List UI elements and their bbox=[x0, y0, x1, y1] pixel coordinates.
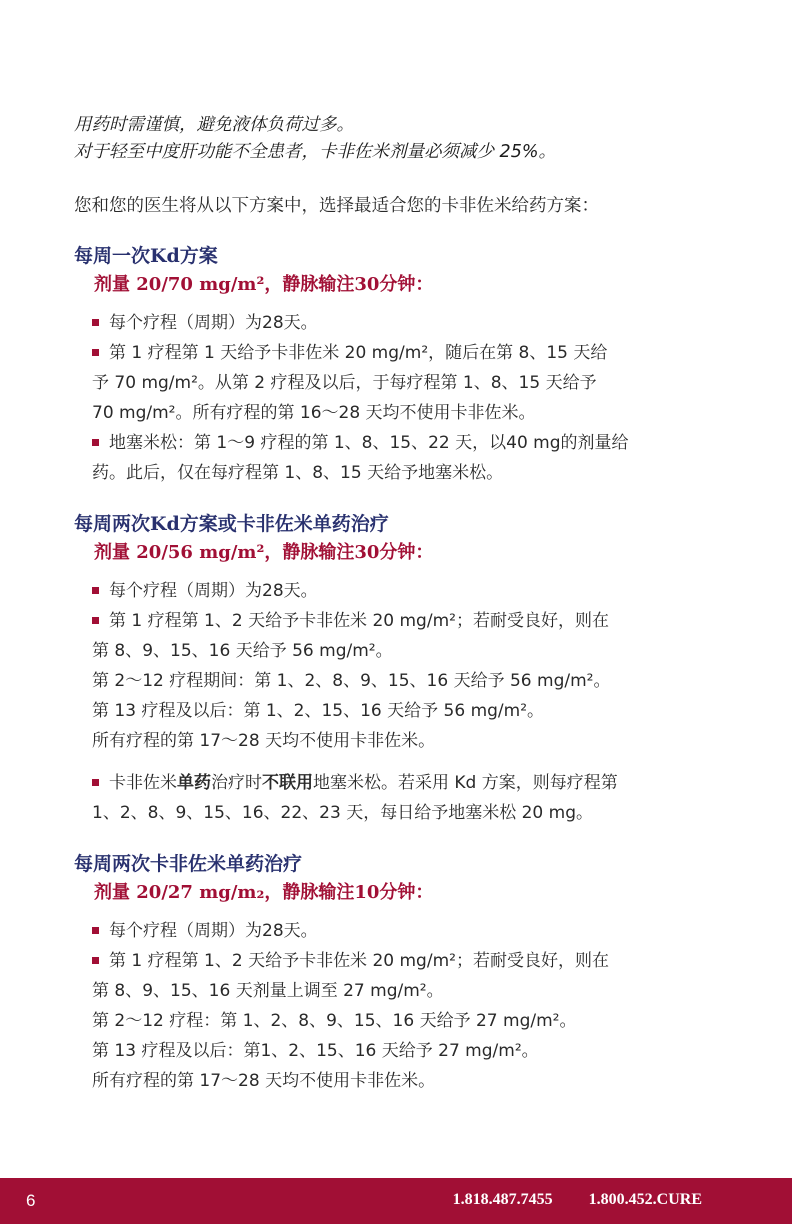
list-item-text: 地塞米松：第 1～9 疗程的第 1、8、15、22 天，以40 mg的剂量给 bbox=[109, 433, 629, 453]
bullet-icon bbox=[92, 587, 99, 594]
footer-bar bbox=[0, 1178, 792, 1224]
schedule-line: 第 2～12 疗程：第 1、2、8、9、15、16 天给予 27 mg/m²。 bbox=[92, 1011, 577, 1031]
warning-line-2: 对于轻至中度肝功能不全患者，卡非佐米剂量必须减少 25%。 bbox=[74, 142, 556, 162]
schedule-line: 第 13 疗程及以后：第1、2、15、16 天给予 27 mg/m²。 bbox=[92, 1041, 539, 1061]
bullet-list bbox=[74, 576, 724, 828]
emphasis-text: 单药 bbox=[177, 773, 211, 793]
section-title: 每周两次Kd方案或卡非佐米单药治疗 bbox=[74, 513, 389, 535]
list-item-text: 卡非佐米 bbox=[109, 773, 177, 793]
list-item-continuation: 第 8、9、15、16 天给予 56 mg/m²。 bbox=[92, 641, 393, 661]
list-item-text: 每个疗程（周期）为28天。 bbox=[109, 313, 318, 333]
list-item bbox=[74, 606, 724, 636]
bullet-icon bbox=[92, 349, 99, 356]
phone-number-1[interactable]: 1.818.487.7455 bbox=[452, 1191, 553, 1208]
list-item bbox=[74, 946, 724, 976]
section-weekly-kd bbox=[74, 242, 724, 488]
section-title: 每周两次卡非佐米单药治疗 bbox=[74, 853, 303, 875]
list-item-text: 第 1 疗程第 1、2 天给予卡非佐米 20 mg/m²；若耐受良好，则在 bbox=[109, 951, 609, 971]
list-item-continuation: 70 mg/m²。所有疗程的第 16～28 天均不使用卡非佐米。 bbox=[92, 403, 536, 423]
schedule-line: 第 13 疗程及以后：第 1、2、15、16 天给予 56 mg/m²。 bbox=[92, 701, 545, 721]
section-twice-weekly-kd bbox=[74, 510, 724, 828]
dose-heading: 剂量 20/27 mg/m₂，静脉输注10分钟： bbox=[94, 882, 434, 903]
list-item-continuation: 第 8、9、15、16 天剂量上调至 27 mg/m²。 bbox=[92, 981, 444, 1001]
schedule-line: 第 2～12 疗程期间：第 1、2、8、9、15、16 天给予 56 mg/m²。 bbox=[92, 671, 611, 691]
bullet-icon bbox=[92, 957, 99, 964]
list-item-continuation: 药。此后，仅在每疗程第 1、8、15 天给予地塞米松。 bbox=[92, 463, 504, 483]
dose-heading: 剂量 20/70 mg/m²，静脉输注30分钟： bbox=[94, 274, 434, 295]
section-twice-weekly-monotherapy bbox=[74, 850, 724, 1096]
list-item bbox=[74, 916, 724, 946]
bullet-icon bbox=[92, 439, 99, 446]
phone-number-2[interactable]: 1.800.452.CURE bbox=[588, 1191, 702, 1208]
bullet-icon bbox=[92, 617, 99, 624]
bullet-list bbox=[74, 308, 724, 488]
page-number: 6 bbox=[26, 1191, 36, 1210]
intro-text: 您和您的医生将从以下方案中，选择最适合您的卡非佐米给药方案： bbox=[74, 196, 599, 216]
bullet-icon bbox=[92, 779, 99, 786]
list-item-continuation: 1、2、8、9、15、16、22、23 天，每日给予地塞米松 20 mg。 bbox=[92, 803, 593, 823]
list-item-text: 地塞米松。若采用 Kd 方案，则每疗程第 bbox=[313, 773, 618, 793]
section-title: 每周一次Kd方案 bbox=[74, 245, 218, 267]
page-content bbox=[74, 112, 724, 1096]
footer-phones bbox=[421, 1191, 702, 1209]
bullet-icon bbox=[92, 319, 99, 326]
list-item-text: 第 1 疗程第 1、2 天给予卡非佐米 20 mg/m²；若耐受良好，则在 bbox=[109, 611, 609, 631]
schedule-line: 所有疗程的第 17～28 天均不使用卡非佐米。 bbox=[92, 1071, 436, 1091]
list-item-text: 第 1 疗程第 1 天给予卡非佐米 20 mg/m²，随后在第 8、15 天给 bbox=[109, 343, 608, 363]
bullet-icon bbox=[92, 927, 99, 934]
emphasis-text: 不联用 bbox=[262, 773, 313, 793]
warning-line-1: 用药时需谨慎，避免液体负荷过多。 bbox=[74, 115, 354, 135]
list-item bbox=[74, 428, 724, 458]
list-item-text: 每个疗程（周期）为28天。 bbox=[109, 921, 318, 941]
list-item bbox=[74, 338, 724, 368]
list-item-text: 治疗时 bbox=[211, 773, 262, 793]
list-item bbox=[74, 308, 724, 338]
bullet-list bbox=[74, 916, 724, 1096]
list-item-text: 每个疗程（周期）为28天。 bbox=[109, 581, 318, 601]
schedule-line: 所有疗程的第 17～28 天均不使用卡非佐米。 bbox=[92, 731, 436, 751]
dose-heading: 剂量 20/56 mg/m²，静脉输注30分钟： bbox=[94, 542, 434, 563]
list-item bbox=[74, 576, 724, 606]
list-item bbox=[74, 768, 724, 798]
list-item-continuation: 予 70 mg/m²。从第 2 疗程及以后，于每疗程第 1、8、15 天给予 bbox=[92, 373, 597, 393]
